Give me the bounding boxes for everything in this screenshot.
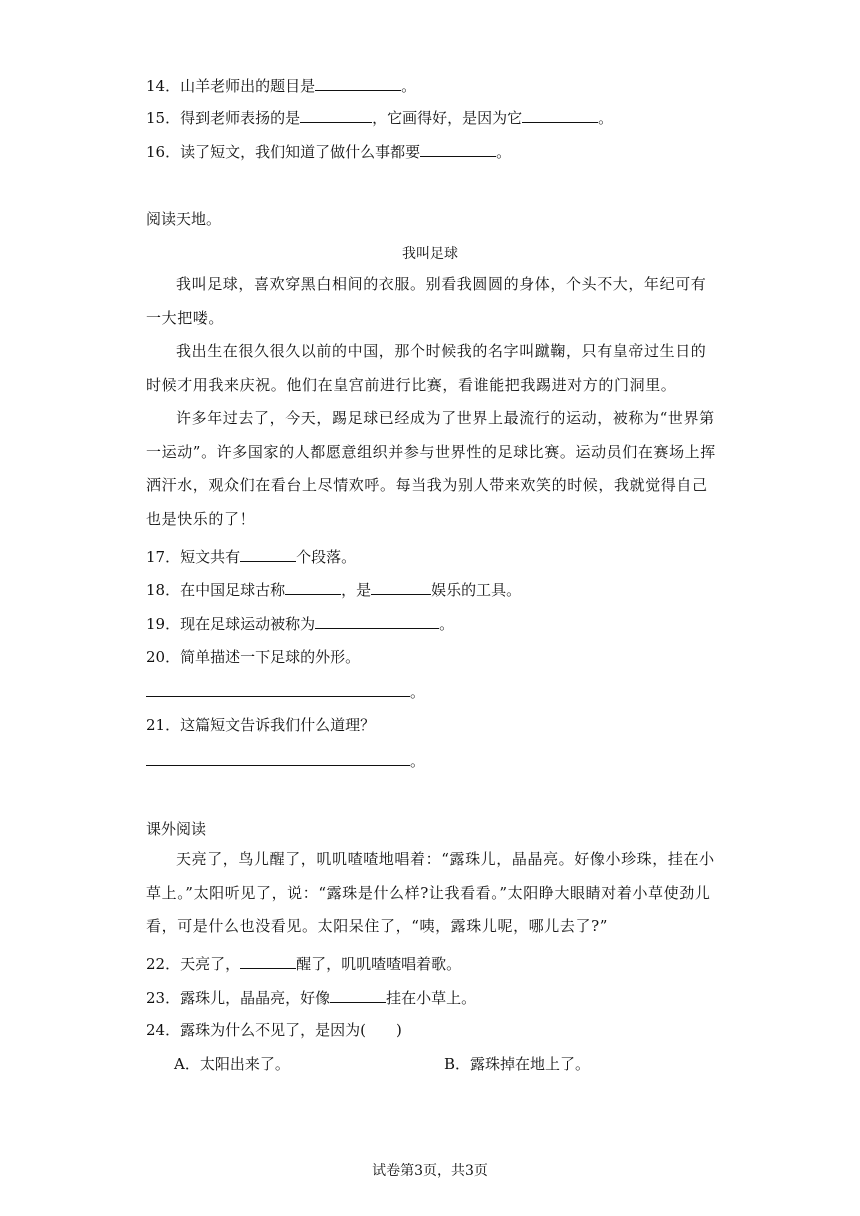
answer-line-21: 。 — [146, 750, 425, 771]
question-text: 短文共有 — [180, 548, 241, 566]
question-17: 17．短文共有 个段落。 — [146, 548, 357, 566]
question-text: 天亮了， — [180, 955, 241, 973]
question-14: 14．山羊老师出的题目是 。 — [146, 77, 417, 95]
option-a[interactable]: A．太阳出来了。 — [174, 1055, 290, 1073]
passage-paragraph: 天亮了，鸟儿醒了，叽叽喳喳地唱着：“露珠儿，晶晶亮。好像小珍珠，挂在小草上。”太阳听见了，说：“露珠是什么样?让我看看。”太阳睁大眼睛对着小草使劲儿看，可是什么也没看见。太阳呆住了，“咦，露珠儿呢，哪儿去了?” — [146, 850, 715, 935]
question-number: 20． — [146, 648, 181, 666]
question-22: 22．天亮了， 醒了，叽叽喳喳唱着歌。 — [146, 955, 462, 973]
question-20 — [146, 647, 360, 667]
question-18: 18．在中国足球古称 ，是 娱乐的工具。 — [146, 581, 522, 599]
question-24 — [146, 1020, 402, 1040]
section-heading: 阅读天地。 — [146, 210, 222, 228]
question-number: 23． — [146, 989, 181, 1007]
question-number: 24． — [146, 1021, 181, 1039]
question-19: 19．现在足球运动被称为 。 — [146, 615, 455, 633]
answer-blank[interactable] — [330, 987, 386, 1003]
question-text: 这篇短文告诉我们什么道理？ — [180, 716, 376, 734]
question-text: 读了短文，我们知道了做什么事都要 — [180, 143, 421, 161]
question-16: 16．读了短文，我们知道了做什么事都要 。 — [146, 143, 512, 161]
answer-blank[interactable] — [146, 681, 410, 697]
answer-blank[interactable] — [146, 750, 410, 766]
answer-blank[interactable] — [240, 953, 296, 969]
question-number: 18． — [146, 581, 181, 599]
question-23: 23．露珠儿，晶晶亮，好像 挂在小草上。 — [146, 989, 477, 1007]
answer-blank[interactable] — [420, 141, 496, 157]
question-text: 露珠为什么不见了，是因为( ) — [180, 1021, 402, 1039]
question-number: 14． — [146, 77, 181, 95]
question-number: 21． — [146, 716, 181, 734]
passage-paragraph-3: 许多年过去了，今天，踢足球已经成为了世界上最流行的运动，被称为“世界第一运动”。许多国家的人都愿意组织并参与世界性的足球比赛。运动员们在赛场上挥洒汗水，观众们在看台上尽情欢呼。每当我为别人带来欢笑的时候，我就觉得自己也是快乐的了！ — [146, 409, 716, 528]
answer-blank[interactable] — [240, 546, 296, 562]
answer-blank[interactable] — [300, 107, 372, 123]
question-text: 简单描述一下足球的外形。 — [180, 648, 361, 666]
question-number: 19． — [146, 615, 181, 633]
passage-paragraph-1: 我叫足球，喜欢穿黑白相间的衣服。别看我圆圆的身体，个头不大，年纪可有一大把喽。 — [146, 275, 707, 327]
page-footer: 试卷第3页，共3页 — [372, 1163, 488, 1179]
answer-blank[interactable] — [285, 579, 341, 595]
passage-paragraph-2: 我出生在很久很久以前的中国，那个时候我的名字叫蹴鞠，只有皇帝过生日的时候才用我来庆祝。他们在皇宫前进行比赛，看谁能把我踢进对方的门洞里。 — [146, 342, 707, 394]
question-text: 露珠儿，晶晶亮，好像 — [180, 989, 331, 1007]
question-number: 15． — [146, 109, 181, 127]
question-15: 15．得到老师表扬的是 ，它画得好，是因为它 。 — [146, 109, 614, 127]
question-number: 22． — [146, 955, 181, 973]
passage-title: 我叫足球 — [402, 246, 458, 262]
answer-blank[interactable] — [315, 613, 439, 629]
question-21 — [146, 715, 375, 735]
question-text: 现在足球运动被称为 — [180, 615, 316, 633]
section-heading: 课外阅读 — [146, 820, 207, 838]
question-text: 得到老师表扬的是 — [180, 109, 301, 127]
question-text: 山羊老师出的题目是 — [180, 77, 316, 95]
answer-blank[interactable] — [371, 579, 431, 595]
answer-line-20: 。 — [146, 681, 425, 702]
question-number: 17． — [146, 548, 181, 566]
question-number: 16． — [146, 143, 181, 161]
question-text: 在中国足球古称 — [180, 581, 286, 599]
option-b[interactable]: B．露珠掉在地上了。 — [444, 1055, 591, 1073]
answer-blank[interactable] — [522, 107, 598, 123]
answer-blank[interactable] — [315, 75, 401, 91]
